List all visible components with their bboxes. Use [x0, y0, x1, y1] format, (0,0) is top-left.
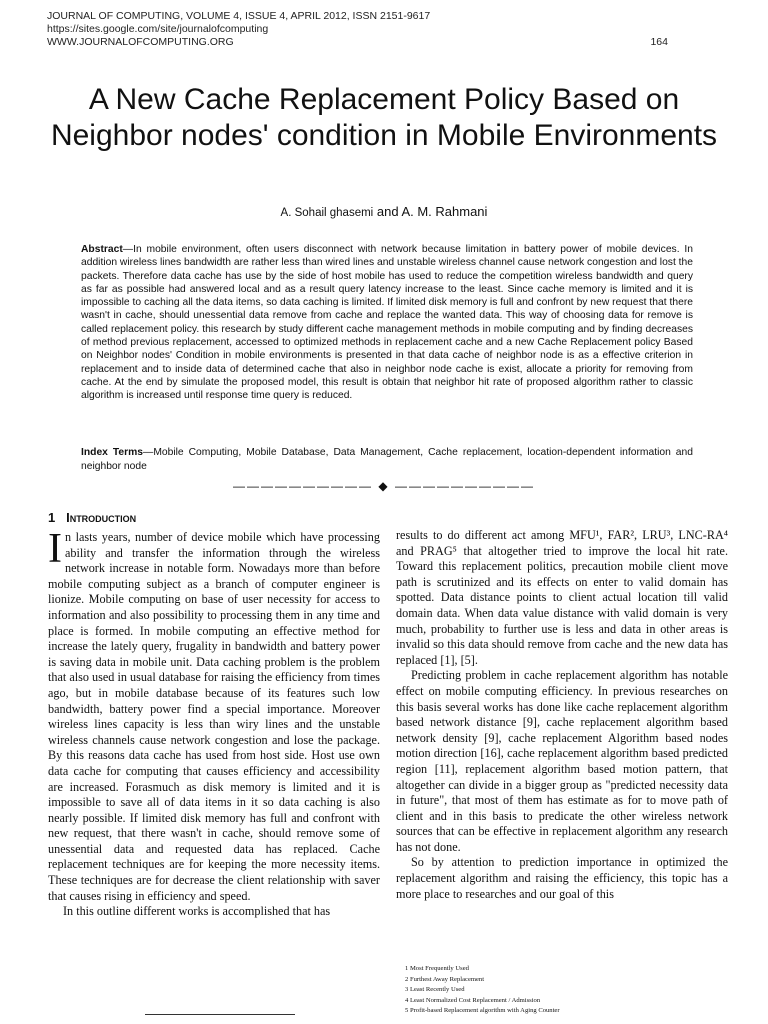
- journal-line: JOURNAL OF COMPUTING, VOLUME 4, ISSUE 4, APRIL 2012, ISSN 2151-9617: [47, 10, 431, 22]
- running-header: [47, 10, 430, 49]
- intro-paragraph-1: [48, 526, 380, 904]
- index-terms: [81, 446, 693, 474]
- right-column: [396, 528, 728, 902]
- intro-paragraph-2: In this outline different works is accomplished that has: [63, 904, 331, 919]
- section-heading: [48, 510, 136, 525]
- section-title: Introduction: [66, 510, 137, 525]
- section-separator: —————————— ◆ ——————————: [233, 479, 535, 493]
- footnote-rule: [145, 1014, 295, 1015]
- paper-title: A New Cache Replacement Policy Based on Neighbor nodes' condition in Mobile Environments: [50, 83, 718, 152]
- footnotes: [405, 964, 735, 1017]
- abstract-label: Abstract: [81, 244, 123, 255]
- journal-url: https://sites.google.com/site/journalofcomputing: [47, 23, 269, 35]
- section-number: 1: [48, 510, 56, 525]
- abstract-text: —In mobile environment, often users disconnect with network because limitation in battery power of mobile devices. In addition wireless lines bandwidth are rather less than wired lines and unstable wireless channel cause network congestion and lost the packets. Therefore data cache has use by the side of host mobile has used to reduce the competition wireless bandwidth and query as far as possible had answered local and as a result query latency increase to the least. Since cache memory is limited and it is impossible to caching all the data items, so data caching is limited. If limited disk memory is full and confront by new request that there wasn't in cache, should unessential data remove from cache and replace the wanted data. This way of choosing data for remove is called replacement policy. this research by study different cache management methods in mobile computing and by finding decreases of method previous replacement, accessed to optimized methods in replacement cache and a new Cache Replacement policy Based on Neighbor nodes' Condition in mobile environments is presented in that data cache of neighbor node is as a effective criterion in replacement and to inside data of determined cache that also in neighbor node cache is exist, allocate a priority for removing from cache. At the end by simulate the proposed model, this result is obtain that neighbor hit rate of proposed algorithm rather to classic algorithm is increased until response time query is reduced.: [81, 244, 693, 402]
- footnote: 4 Least Normalized Cost Replacement / Admission: [405, 996, 541, 1004]
- author-joiner: and: [373, 204, 402, 219]
- right-paragraph-1: results to do different act among MFU¹, FAR², LRU³, LNC-RA⁴ and PRAG⁵ that altogether tried to improve the local hit rate. Toward this replacement politics, precaution mobile client move path is scrutinized and its effects on enter to valid domain has spotted. Data distance points to client actual location till valid domain data. When data value distance with valid domain is very much, probability to further use is less and data in other areas is invalid so this data should remove from cache and the new data has replaced [1], [5].: [396, 528, 728, 667]
- index-terms-text: —Mobile Computing, Mobile Database, Data Management, Cache replacement, location-dependent information and neighbor node: [81, 447, 693, 472]
- footnote: 1 Most Frequently Used: [405, 965, 469, 972]
- index-terms-label: Index Terms: [81, 447, 144, 458]
- right-paragraph-3: So by attention to prediction importance in optimized the replacement algorithm and raising the efficiency, this topic has a more place to researches and our goal of this: [396, 855, 728, 901]
- page-number: 164: [650, 36, 668, 48]
- author-line: [0, 204, 768, 219]
- journal-website: WWW.JOURNALOFCOMPUTING.ORG: [47, 36, 234, 48]
- right-paragraph-2: Predicting problem in cache replacement algorithm has notable effect on mobile computing efficiency. In previous researches on this basis several works has done like cache replacement algorithm based network distance [9], cache replacement algorithm based network density [9], cache replacement Algorithm based nodes motion direction [16], cache replacement algorithm based predicted region [11], replacement algorithm based motion pattern, that altogether can divide in a bigger group as "predicted necessity data in future", that most of them has estimate as for to move path of client and in this basis to predicate the other wireless network sources that can be effective in replacement algorithm any research has not done.: [396, 668, 728, 854]
- footnote: 3 Least Recently Used: [405, 986, 465, 993]
- intro-paragraph-1-text: n lasts years, number of device mobile which have processing ability and transfer the information through the wireless network increase in notable form. Nowadays more than before mobile computing subject as a branch of computer engineer is lionize. Mobile computing on base of user necessity for access to information and also possibility to processing them in any time and place is formed. In mobile computing an effective method for increase the lately query, frugality in bandwidth and battery power is saving data in mobile unit. Data caching problem is the problem that also used in usual database for raising the efficiency from times ago, but in mobile database because of its features such low bandwidth, battery power find a special importance. Moreover wireless lines capacity is less than wiry lines and the unstable wireless channels cause network congestion and lose the package. By this reasons data cache has used from host side. Host use own data cache for computing that causes efficiency and accessibility are increased. Forasmuch as disk memory is limited and it is impossible to save all of data items in it so data caching is also nearly possible. If limited disk memory has full and confront with new request, that there wasn't in cache, should remove some of unessential data and requested data has replaced. Cache replacement techniques are for keeping the more necessity items. These techniques are for decrease the client relationship with saver that causes rising in efficiency and speed.: [48, 530, 380, 903]
- author-1: A. Sohail ghasemi: [280, 207, 374, 219]
- left-column: [48, 526, 380, 920]
- abstract: [81, 243, 693, 403]
- author-2: A. M. Rahmani: [401, 204, 488, 219]
- footnote: 2 Furthest Away Replacement: [405, 975, 485, 983]
- drop-cap: I: [48, 526, 62, 572]
- footnote: 5 Profit-based Replacement algorithm with Aging Counter: [405, 1007, 560, 1014]
